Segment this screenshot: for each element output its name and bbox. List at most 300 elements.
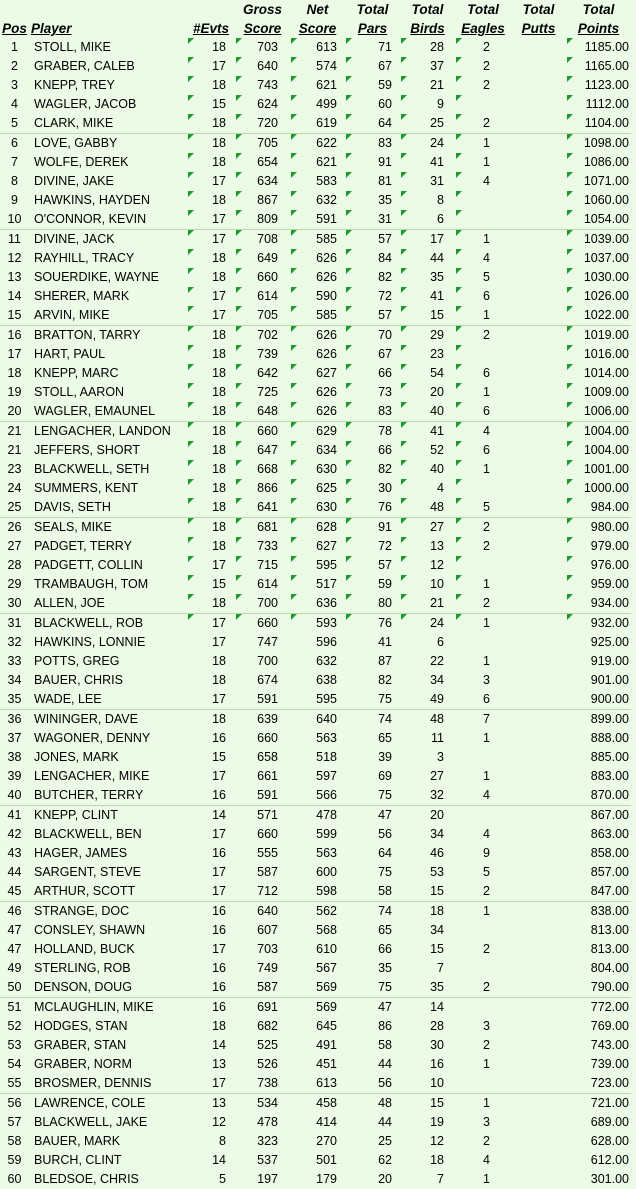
gross-score-cell: 648 <box>235 402 290 422</box>
player-name-cell: WAGONER, DENNY <box>34 731 151 745</box>
events-cell: 17 <box>212 827 226 841</box>
player-name-cell: STRANGE, DOC <box>29 902 187 922</box>
table-row <box>0 729 631 748</box>
pars-cell: 80 <box>345 594 400 614</box>
net-score-cell: 599 <box>316 827 337 841</box>
putts-cell <box>511 594 566 614</box>
player-name-cell: BLEDSOE, CHRIS <box>34 1172 139 1186</box>
eagles-cell: 2 <box>483 884 490 898</box>
birds-cell: 21 <box>400 594 455 614</box>
player-name-cell: DIVINE, JAKE <box>34 174 114 188</box>
events-cell: 18 <box>187 537 235 556</box>
gross-score-cell: 867 <box>235 191 290 210</box>
events-cell: 17 <box>187 210 235 230</box>
gross-score-cell: 743 <box>235 76 290 95</box>
gross-score-cell: 747 <box>257 635 278 649</box>
pars-cell: 64 <box>378 846 392 860</box>
points-cell: 1104.00 <box>566 114 631 134</box>
eagles-cell: 5 <box>455 498 511 518</box>
position-cell: 12 <box>7 251 22 265</box>
putts-cell <box>511 652 566 671</box>
eagles-cell: 5 <box>483 865 490 879</box>
net-score-cell: 645 <box>316 1019 337 1033</box>
pars-cell: 69 <box>378 769 392 783</box>
table-row <box>0 556 631 575</box>
putts-cell <box>511 1036 566 1055</box>
header-row-bottom <box>0 19 631 38</box>
player-name-cell: STERLING, ROB <box>34 961 131 975</box>
player-name-cell: SEALS, MIKE <box>29 518 187 538</box>
position-cell: 2 <box>11 59 18 73</box>
gross-score-cell: 739 <box>235 345 290 364</box>
net-score-cell: 574 <box>290 57 345 76</box>
player-name-cell: JONES, MARK <box>34 750 119 764</box>
putts-cell <box>511 902 566 922</box>
events-cell: 18 <box>187 498 235 518</box>
position-cell: 28 <box>7 558 22 572</box>
birds-cell: 34 <box>430 673 444 687</box>
table-row <box>0 364 631 383</box>
net-score-cell: 518 <box>316 750 337 764</box>
putts-cell <box>511 383 566 402</box>
birds-cell: 40 <box>400 402 455 422</box>
putts-cell <box>511 940 566 959</box>
points-cell: 883.00 <box>590 769 629 783</box>
putts-cell <box>511 230 566 250</box>
header-player-top <box>29 0 187 19</box>
birds-cell: 14 <box>400 998 455 1018</box>
eagles-cell <box>455 556 511 575</box>
putts-cell <box>511 326 566 346</box>
position-cell: 30 <box>7 596 22 610</box>
events-cell: 17 <box>187 287 235 306</box>
birds-cell: 53 <box>430 865 444 879</box>
putts-cell <box>511 844 566 863</box>
table-row <box>0 902 631 922</box>
player-name-cell: PADGETT, COLLIN <box>34 558 143 572</box>
pars-cell: 56 <box>378 827 392 841</box>
eagles-cell: 2 <box>455 518 511 538</box>
eagles-cell: 2 <box>483 942 490 956</box>
pars-cell: 66 <box>378 942 392 956</box>
gross-score-cell: 634 <box>235 172 290 191</box>
gross-score-cell: 705 <box>235 306 290 326</box>
events-cell: 18 <box>187 422 235 442</box>
birds-cell: 13 <box>400 537 455 556</box>
pars-cell: 65 <box>378 731 392 745</box>
position-cell: 42 <box>7 827 22 841</box>
table-row <box>0 498 631 518</box>
net-score-cell: 567 <box>316 961 337 975</box>
table-row <box>0 690 631 710</box>
pars-cell: 59 <box>345 76 400 95</box>
header-gross-score: Score <box>243 21 282 36</box>
position-cell: 58 <box>7 1134 22 1148</box>
events-cell: 17 <box>212 635 226 649</box>
net-score-cell: 610 <box>316 942 337 956</box>
points-cell: 1006.00 <box>566 402 631 422</box>
eagles-cell: 2 <box>455 326 511 346</box>
points-cell: 1165.00 <box>566 57 631 76</box>
position-cell: 4 <box>11 97 18 111</box>
points-cell: 772.00 <box>566 998 631 1018</box>
events-cell: 12 <box>212 1115 226 1129</box>
position-cell: 11 <box>0 230 29 250</box>
position-cell: 23 <box>7 462 22 476</box>
events-cell: 15 <box>187 95 235 114</box>
net-score-cell: 569 <box>290 998 345 1018</box>
pars-cell: 41 <box>378 635 392 649</box>
events-cell: 18 <box>212 654 226 668</box>
player-name-cell: BLACKWELL, SETH <box>34 462 150 476</box>
net-score-cell: 585 <box>290 230 345 250</box>
points-cell: 1112.00 <box>566 95 631 114</box>
points-cell: 959.00 <box>566 575 631 594</box>
gross-score-cell: 323 <box>257 1134 278 1148</box>
pars-cell: 83 <box>345 134 400 154</box>
net-score-cell: 619 <box>290 114 345 134</box>
player-name-cell: TRAMBAUGH, TOM <box>34 577 149 591</box>
gross-score-cell: 537 <box>257 1153 278 1167</box>
eagles-cell: 4 <box>455 249 511 268</box>
putts-cell <box>511 287 566 306</box>
net-score-cell: 629 <box>290 422 345 442</box>
pars-cell: 58 <box>378 884 392 898</box>
birds-cell: 23 <box>400 345 455 364</box>
player-name-cell: HART, PAUL <box>34 347 106 361</box>
player-name-cell: STOLL, MIKE <box>34 40 111 54</box>
birds-cell: 6 <box>400 210 455 230</box>
net-score-cell: 590 <box>290 287 345 306</box>
putts-cell <box>511 556 566 575</box>
gross-score-cell: 705 <box>235 134 290 154</box>
table-row <box>0 614 631 634</box>
table-row <box>0 844 631 863</box>
birds-cell: 27 <box>430 769 444 783</box>
position-cell: 5 <box>11 116 18 130</box>
pars-cell: 87 <box>378 654 392 668</box>
putts-cell <box>511 806 566 826</box>
eagles-cell: 1 <box>455 614 511 634</box>
eagles-cell: 2 <box>483 1038 490 1052</box>
putts-cell <box>511 268 566 287</box>
table-row <box>0 326 631 346</box>
points-cell: 847.00 <box>590 884 629 898</box>
net-score-cell: 632 <box>316 654 337 668</box>
table-row <box>0 863 631 882</box>
events-cell: 17 <box>212 769 226 783</box>
gross-score-cell: 674 <box>257 673 278 687</box>
points-cell: 888.00 <box>590 731 629 745</box>
net-score-cell: 597 <box>316 769 337 783</box>
birds-cell: 12 <box>400 556 455 575</box>
putts-cell <box>511 479 566 498</box>
eagles-cell: 4 <box>483 827 490 841</box>
eagles-cell <box>455 479 511 498</box>
table-row <box>0 134 631 154</box>
events-cell: 15 <box>212 750 226 764</box>
net-score-cell: 630 <box>290 498 345 518</box>
putts-cell <box>511 1170 566 1189</box>
points-cell: 863.00 <box>590 827 629 841</box>
pars-cell: 30 <box>345 479 400 498</box>
points-cell: 813.00 <box>590 942 629 956</box>
points-cell: 1009.00 <box>566 383 631 402</box>
eagles-cell <box>455 998 511 1018</box>
events-cell: 17 <box>187 556 235 575</box>
table-row <box>0 479 631 498</box>
player-name-cell: SOUERDIKE, WAYNE <box>34 270 160 284</box>
position-cell: 9 <box>11 193 18 207</box>
events-cell: 18 <box>187 326 235 346</box>
events-cell: 13 <box>212 1057 226 1071</box>
position-cell: 18 <box>7 366 22 380</box>
events-cell: 18 <box>187 402 235 422</box>
events-cell: 16 <box>212 923 226 937</box>
birds-cell: 18 <box>430 1153 444 1167</box>
table-row <box>0 786 631 806</box>
position-cell: 47 <box>7 942 22 956</box>
player-name-cell: HAWKINS, LONNIE <box>34 635 146 649</box>
net-score-cell: 621 <box>290 153 345 172</box>
player-name-cell: STOLL, AARON <box>34 385 125 399</box>
points-cell: 858.00 <box>590 846 629 860</box>
birds-cell: 7 <box>437 1172 444 1186</box>
putts-cell <box>511 978 566 998</box>
pars-cell: 35 <box>345 191 400 210</box>
net-score-cell: 596 <box>316 635 337 649</box>
points-cell: 1019.00 <box>566 326 631 346</box>
eagles-cell: 7 <box>455 710 511 730</box>
header-net-top: Net <box>306 2 329 17</box>
events-cell: 18 <box>187 441 235 460</box>
gross-score-cell: 624 <box>235 95 290 114</box>
putts-cell <box>511 402 566 422</box>
gross-score-cell: 660 <box>235 614 290 634</box>
pars-cell: 76 <box>345 498 400 518</box>
putts-cell <box>511 460 566 479</box>
birds-cell: 41 <box>400 153 455 172</box>
position-cell: 52 <box>7 1019 22 1033</box>
header-pars-top: Total <box>356 2 389 17</box>
eagles-cell <box>455 921 511 940</box>
pars-cell: 72 <box>345 537 400 556</box>
table-row <box>0 1113 631 1132</box>
player-name-cell: HODGES, STAN <box>34 1019 128 1033</box>
events-cell: 18 <box>187 114 235 134</box>
position-cell: 43 <box>7 846 22 860</box>
position-cell: 24 <box>7 481 22 495</box>
player-name-cell: JEFFERS, SHORT <box>34 443 141 457</box>
gross-score-cell: 703 <box>235 38 290 57</box>
points-cell: 867.00 <box>566 806 631 826</box>
points-cell: 934.00 <box>566 594 631 614</box>
eagles-cell: 6 <box>455 364 511 383</box>
points-cell: 932.00 <box>566 614 631 634</box>
table-row <box>0 287 631 306</box>
position-cell: 40 <box>7 788 22 802</box>
table-row <box>0 710 631 730</box>
putts-cell <box>511 882 566 902</box>
birds-cell: 10 <box>430 1076 444 1090</box>
pars-cell: 48 <box>345 1094 400 1114</box>
eagles-cell <box>455 748 511 767</box>
pars-cell: 64 <box>345 114 400 134</box>
table-row <box>0 114 631 134</box>
header-row-top <box>0 0 631 19</box>
net-score-cell: 591 <box>290 210 345 230</box>
gross-score-cell: 660 <box>257 731 278 745</box>
table-row <box>0 959 631 978</box>
table-row <box>0 76 631 95</box>
position-cell: 59 <box>7 1153 22 1167</box>
player-name-cell: LOVE, GABBY <box>29 134 187 154</box>
points-cell: 1086.00 <box>566 153 631 172</box>
birds-cell: 41 <box>400 422 455 442</box>
net-score-cell: 638 <box>316 673 337 687</box>
header-pos: Pos <box>2 21 27 36</box>
standings-rows <box>0 38 631 1189</box>
gross-score-cell: 649 <box>235 249 290 268</box>
putts-cell <box>511 921 566 940</box>
net-score-cell: 634 <box>290 441 345 460</box>
pars-cell: 57 <box>345 230 400 250</box>
pars-cell: 84 <box>345 249 400 268</box>
gross-score-cell: 682 <box>257 1019 278 1033</box>
birds-cell: 31 <box>400 172 455 191</box>
gross-score-cell: 715 <box>235 556 290 575</box>
header-birds-top: Total <box>411 2 444 17</box>
position-cell: 33 <box>7 654 22 668</box>
points-cell: 1185.00 <box>566 38 631 57</box>
gross-score-cell: 607 <box>257 923 278 937</box>
gross-score-cell: 720 <box>235 114 290 134</box>
events-cell: 18 <box>187 345 235 364</box>
net-score-cell: 568 <box>316 923 337 937</box>
table-row <box>0 1151 631 1170</box>
table-row <box>0 998 631 1018</box>
events-cell: 18 <box>187 383 235 402</box>
pars-cell: 39 <box>378 750 392 764</box>
points-cell: 1000.00 <box>566 479 631 498</box>
events-cell: 18 <box>187 268 235 287</box>
eagles-cell: 1 <box>483 769 490 783</box>
position-cell: 47 <box>7 923 22 937</box>
position-cell: 44 <box>7 865 22 879</box>
table-row <box>0 460 631 479</box>
position-cell: 54 <box>7 1057 22 1071</box>
table-row <box>0 345 631 364</box>
table-row <box>0 249 631 268</box>
player-name-cell: LENGACHER, LANDON <box>29 422 187 442</box>
gross-score-cell: 691 <box>235 998 290 1018</box>
player-name-cell: GRABER, STAN <box>34 1038 127 1052</box>
player-name-cell: PADGET, TERRY <box>34 539 132 553</box>
points-cell: 1022.00 <box>566 306 631 326</box>
position-cell: 31 <box>0 614 29 634</box>
header-total-putts: Putts <box>521 21 556 36</box>
position-cell: 51 <box>0 998 29 1018</box>
table-row <box>0 441 631 460</box>
pars-cell: 75 <box>378 865 392 879</box>
points-cell: 1026.00 <box>566 287 631 306</box>
putts-cell <box>511 786 566 806</box>
net-score-cell: 626 <box>290 326 345 346</box>
eagles-cell <box>455 633 511 652</box>
player-name-cell: GRABER, NORM <box>34 1057 132 1071</box>
points-cell: 980.00 <box>566 518 631 538</box>
points-cell: 984.00 <box>566 498 631 518</box>
gross-score-cell: 614 <box>235 575 290 594</box>
pars-cell: 56 <box>378 1076 392 1090</box>
gross-score-cell: 587 <box>257 980 278 994</box>
position-cell: 17 <box>7 347 22 361</box>
net-score-cell: 414 <box>316 1115 337 1129</box>
points-cell: 1060.00 <box>566 191 631 210</box>
putts-cell <box>511 614 566 634</box>
net-score-cell: 613 <box>290 38 345 57</box>
eagles-cell: 4 <box>483 1153 490 1167</box>
putts-cell <box>511 690 566 710</box>
player-name-cell: ARVIN, MIKE <box>34 308 110 322</box>
events-cell: 18 <box>187 364 235 383</box>
gross-score-cell: 702 <box>235 326 290 346</box>
gross-score-cell: 647 <box>235 441 290 460</box>
player-name-cell: BUTCHER, TERRY <box>34 788 144 802</box>
header-total-pars: Pars <box>357 21 388 36</box>
gross-score-cell: 703 <box>257 942 278 956</box>
events-cell: 8 <box>219 1134 226 1148</box>
player-name-cell: DENSON, DOUG <box>34 980 132 994</box>
events-cell: 18 <box>187 134 235 154</box>
gross-score-cell: 660 <box>257 827 278 841</box>
events-cell: 18 <box>187 460 235 479</box>
birds-cell: 15 <box>400 1094 455 1114</box>
gross-score-cell: 725 <box>235 383 290 402</box>
birds-cell: 24 <box>400 614 455 634</box>
birds-cell: 46 <box>430 846 444 860</box>
points-cell: 804.00 <box>590 961 629 975</box>
gross-score-cell: 700 <box>257 654 278 668</box>
net-score-cell: 626 <box>290 383 345 402</box>
table-header <box>0 0 631 38</box>
putts-cell <box>511 345 566 364</box>
birds-cell: 20 <box>400 806 455 826</box>
birds-cell: 15 <box>430 942 444 956</box>
birds-cell: 48 <box>400 710 455 730</box>
position-cell: 6 <box>0 134 29 154</box>
header-total-points: Points <box>577 21 620 36</box>
birds-cell: 49 <box>430 692 444 706</box>
points-cell: 1016.00 <box>566 345 631 364</box>
putts-cell <box>511 38 566 57</box>
points-cell: 857.00 <box>590 865 629 879</box>
gross-score-cell: 661 <box>257 769 278 783</box>
events-cell: 14 <box>212 1153 226 1167</box>
points-cell: 838.00 <box>566 902 631 922</box>
points-cell: 885.00 <box>590 750 629 764</box>
table-row <box>0 383 631 402</box>
eagles-cell: 2 <box>455 594 511 614</box>
birds-cell: 34 <box>430 923 444 937</box>
net-score-cell: 451 <box>316 1057 337 1071</box>
position-cell: 53 <box>7 1038 22 1052</box>
net-score-cell: 562 <box>290 902 345 922</box>
table-row <box>0 882 631 902</box>
eagles-cell: 1 <box>483 1057 490 1071</box>
putts-cell <box>511 57 566 76</box>
points-cell: 769.00 <box>590 1019 629 1033</box>
